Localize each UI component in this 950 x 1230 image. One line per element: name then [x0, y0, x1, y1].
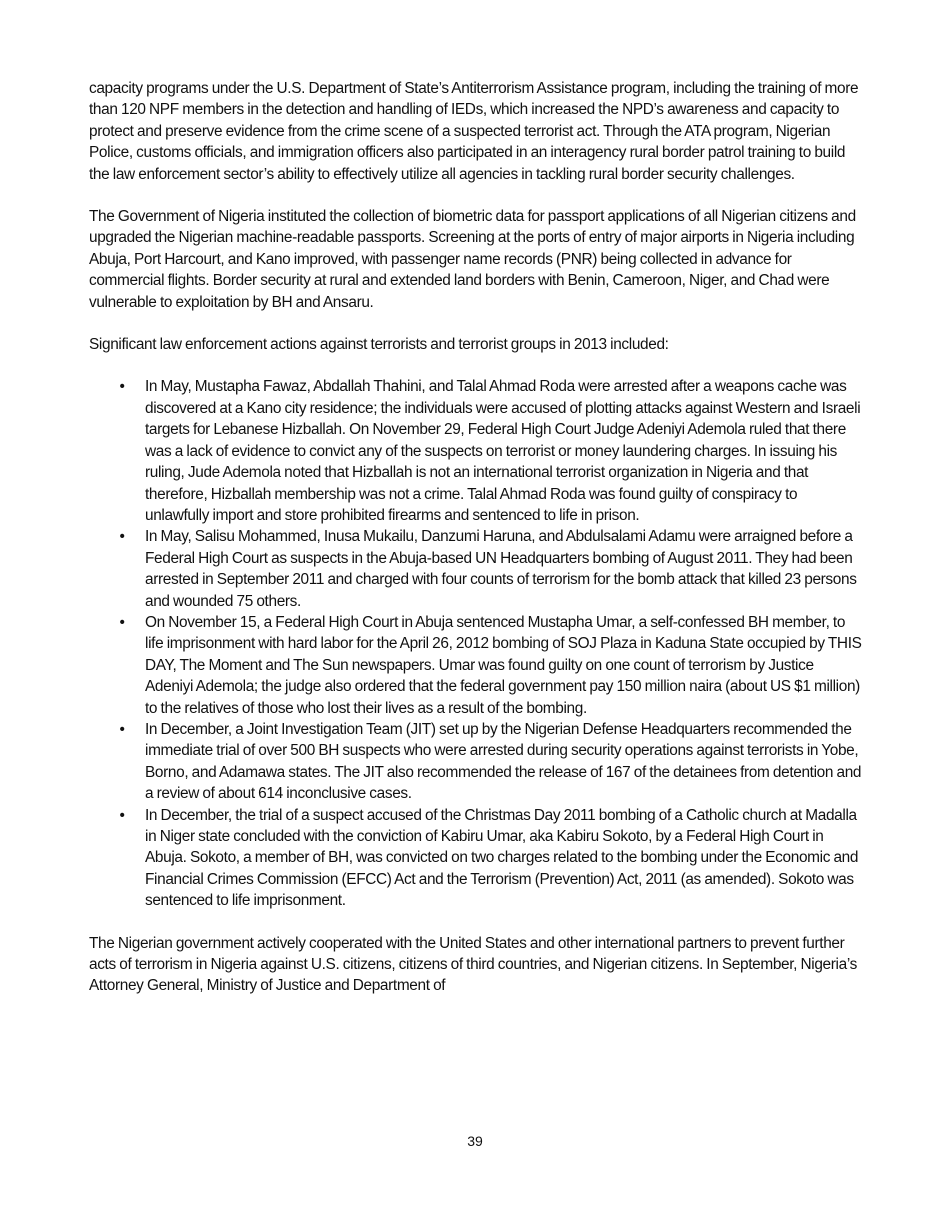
paragraph-international-cooperation: The Nigerian government actively cooperated with the United States and other international partners to prevent further acts of terrorism in Nigeria against U.S. citizens, citizens of third countries, and Nigerian citizens. In September, Nigeria’s Attorney General, Ministry of Justice and Department of	[89, 934, 857, 995]
paragraph-law-enforcement-intro: Significant law enforcement actions against terrorists and terrorist groups in 2013 included:	[89, 336, 669, 354]
page-number: 39	[467, 1133, 483, 1149]
list-item-text: In December, a Joint Investigation Team (JIT) set up by the Nigerian Defense Headquarters recommended the immediate trial of over 500 BH suspects who were arrested during security operations against terrorists in Yobe, Borno, and Adamawa states. The JIT also recommended the release of 167 of the detainees from detention and a review of about 614 inconclusive cases.	[145, 720, 862, 803]
list-item	[89, 376, 864, 526]
law-enforcement-actions-list	[89, 376, 864, 911]
list-item-text: On November 15, a Federal High Court in Abuja sentenced Mustapha Umar, a self-confessed BH member, to life imprisonment with hard labor for the April 26, 2012 bombing of SOJ Plaza in Kaduna State occupied by THIS DAY, The Moment and The Sun newspapers. Umar was found guilty on one count of terrorism by Justice Adeniyi Ademola; the judge also ordered that the federal government pay 150 million naira (about US $1 million) to the relatives of those who lost their lives as a result of the bombing.	[145, 613, 862, 717]
bullet-icon: •	[119, 720, 125, 738]
bullet-icon: •	[119, 806, 125, 824]
bullet-icon: •	[119, 613, 125, 631]
page-body	[89, 78, 864, 1018]
paragraph-biometric-data: The Government of Nigeria instituted the collection of biometric data for passport applications of all Nigerian citizens and upgraded the Nigerian machine-readable passports. Screening at the ports of entry of major airports in Nigeria including Abuja, Port Harcourt, and Kano improved, with passenger name records (PNR) being collected in advance for commercial flights. Border security at rural and extended land borders with Benin, Cameroon, Niger, and Chad were vulnerable to exploitation by BH and Ansaru.	[89, 208, 856, 311]
bullet-icon: •	[119, 528, 125, 546]
list-item	[89, 719, 864, 805]
list-item	[89, 526, 864, 612]
list-item-text: In May, Mustapha Fawaz, Abdallah Thahini, and Talal Ahmad Roda were arrested after a weapons cache was discovered at a Kano city residence; the individuals were accused of plotting attacks against Western and Israeli targets for Lebanese Hizballah. On November 29, Federal High Court Judge Adeniyi Ademola ruled that there was a lack of evidence to convict any of the suspects on terrorist or money laundering charges. In issuing his ruling, Jude Ademola noted that Hizballah is not an international terrorist organization in Nigeria and that therefore, Hizballah membership was not a crime. Talal Ahmad Roda was found guilty of conspiracy to unlawfully import and store prohibited firearms and sentenced to life in prison.	[145, 378, 861, 524]
list-item-text: In May, Salisu Mohammed, Inusa Mukailu, Danzumi Haruna, and Abdulsalami Adamu were arraigned before a Federal High Court as suspects in the Abuja-based UN Headquarters bombing of August 2011. They had been arrested in September 2011 and charged with four counts of terrorism for the bomb attack that killed 23 persons and wounded 75 others.	[145, 528, 857, 610]
list-item	[89, 805, 864, 912]
list-item-text: In December, the trial of a suspect accused of the Christmas Day 2011 bombing of a Catholic church at Madalla in Niger state concluded with the conviction of Kabiru Umar, aka Kabiru Sokoto, by a Federal High Court in Abuja. Sokoto, a member of BH, was convicted on two charges related to the bombing under the Economic and Financial Crimes Commission (EFCC) Act and the Terrorism (Prevention) Act, 2011 (as amended). Sokoto was sentenced to life imprisonment.	[145, 806, 859, 910]
list-item	[89, 612, 864, 719]
paragraph-ata-program: capacity programs under the U.S. Department of State’s Antiterrorism Assistance program, including the training of more than 120 NPF members in the detection and handling of IEDs, which increased the NPD’s awareness and capacity to protect and preserve evidence from the crime scene of a suspected terrorist act. Through the ATA program, Nigerian Police, customs officials, and immigration officers also participated in an interagency rural border patrol training to build the law enforcement sector’s ability to effectively utilize all agencies in tackling rural border security challenges.	[89, 80, 859, 183]
bullet-icon: •	[119, 378, 125, 396]
